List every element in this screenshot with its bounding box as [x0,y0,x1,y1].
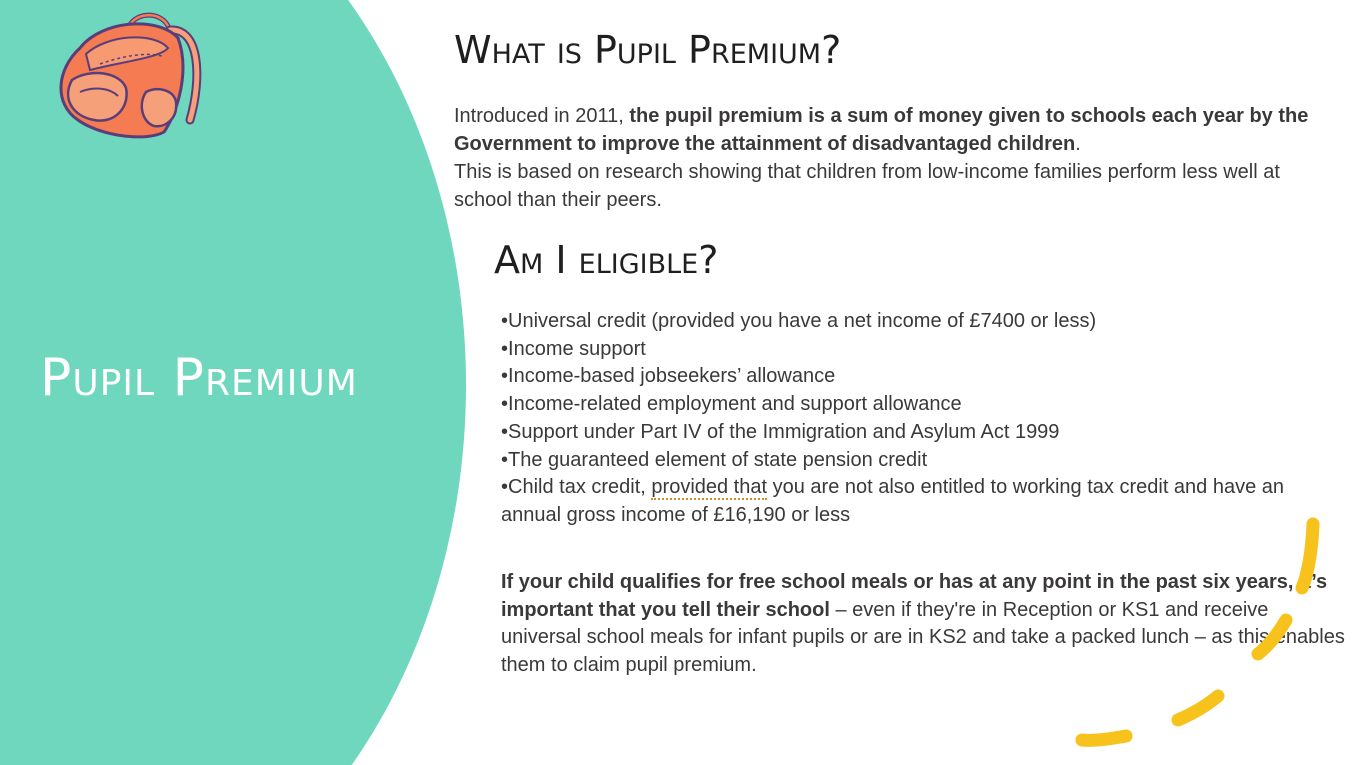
list-item: • Income-based jobseekers’ allowance [501,363,1346,391]
child-tax-suffix: you are not also entitled to working tax credit and have an annual gross income of £16,190 or less [501,476,1285,526]
notice-rest: – even if they're in Reception or KS1 and receive universal school meals for infant pupils or are in KS2 and take a packed lunch – as this enables them to claim pupil premium. [501,598,1345,677]
list-item: • The guaranteed element of state pension credit [501,447,1346,475]
intro-paragraph [454,102,1334,214]
research-text: This is based on research showing that children from low-income families perform less well at school than their peers. [454,161,1280,211]
list-item: • Universal credit (provided you have a net income of £7400 or less) [501,308,1346,336]
child-tax-prefix: Child tax credit, [508,476,652,499]
slide-title: Pupil Premium [40,348,358,408]
intro-bold: the pupil premium is a sum of money given to schools each year by the Government to improve the attainment of disadvantaged children [454,105,1309,155]
intro-prefix: Introduced in 2011, [454,105,630,127]
eligible-heading: Am I eligible? [494,238,719,282]
intro-suffix: . [1075,133,1081,155]
notice-bold: If your child qualifies for free school meals or has at any point in the past six years, it’s important that you tell their school [501,571,1328,621]
spellcheck-underlined-text: provided that [651,476,768,499]
backpack-icon [50,8,206,144]
dashed-curve-decoration [1060,510,1340,760]
list-item: • Income support [501,336,1346,364]
what-is-heading: What is Pupil Premium? [454,28,842,72]
eligibility-list [501,308,1346,530]
list-item: • Support under Part IV of the Immigration and Asylum Act 1999 [501,419,1346,447]
list-item: • Income-related employment and support allowance [501,391,1346,419]
